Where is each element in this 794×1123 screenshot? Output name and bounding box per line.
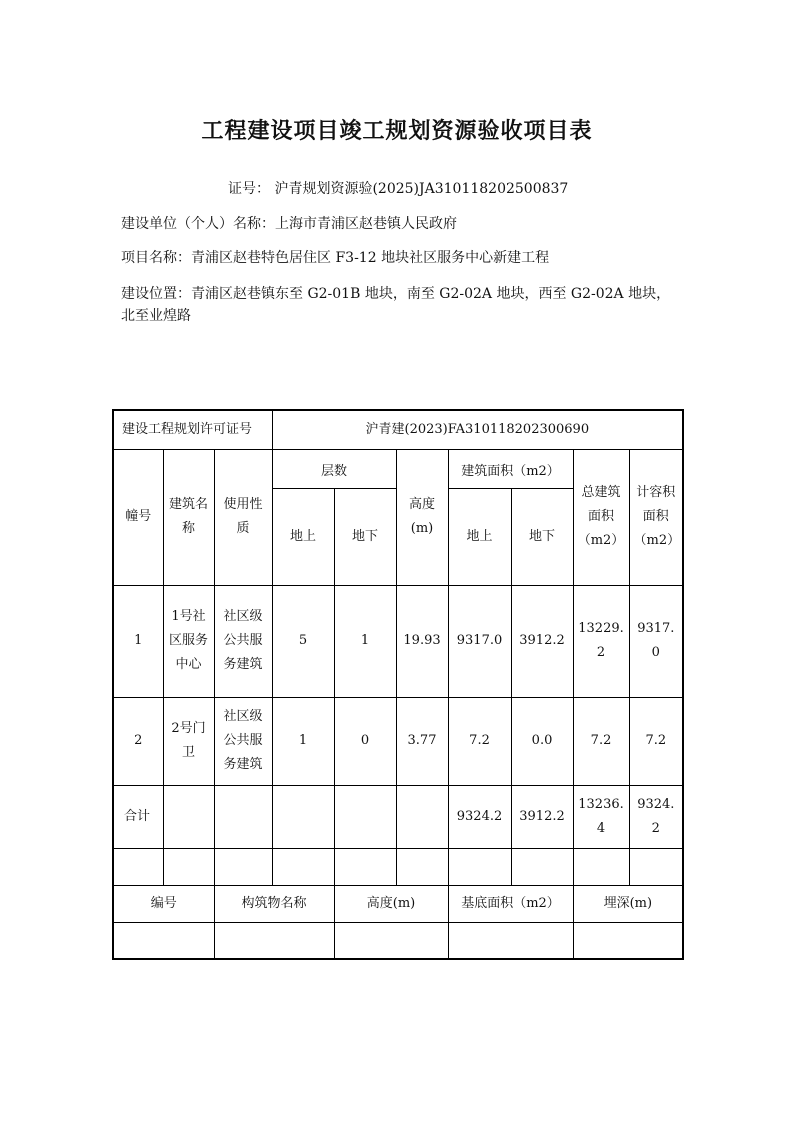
empty-cell [163,848,214,885]
project-name: 项目名称：青浦区赵巷特色居住区 F3-12 地块社区服务中心新建工程 [121,250,550,266]
header-floors-above: 地上 [272,488,334,585]
cell-floors-below: 1 [334,585,396,697]
structure-empty-row [113,922,683,959]
header-far-area: 计容积面积（m2） [629,449,683,585]
cell-area-above: 9317.0 [448,585,511,697]
empty-cell [334,922,448,959]
cell-area-below: 3912.2 [511,585,573,697]
cell-no: 1 [113,585,163,697]
empty-cell [113,848,163,885]
cell-no: 2 [113,697,163,785]
construction-location: 建设位置：青浦区赵巷镇东至 G2-01B 地块，南至 G2-02A 地块，西至 G2-02A 地块，北至业煌路 [121,286,671,324]
total-total-area: 13236.4 [573,785,629,848]
structure-header-row [113,885,683,922]
construction-unit: 建设单位（个人）名称：上海市青浦区赵巷镇人民政府 [121,216,457,232]
cell-area-above: 7.2 [448,697,511,785]
struct-header-height: 高度(m) [334,885,448,922]
header-floors: 层数 [272,449,396,488]
cell-name: 1号社区服务中心 [163,585,214,697]
header-area-below: 地下 [511,488,573,585]
header-floors-below: 地下 [334,488,396,585]
cell-usage: 社区级公共服务建筑 [214,585,272,697]
total-far-area: 9324.2 [629,785,683,848]
struct-header-name: 构筑物名称 [214,885,334,922]
header-row-1 [113,449,683,488]
struct-header-no: 编号 [113,885,214,922]
struct-header-base-area: 基底面积（m2） [448,885,573,922]
cell-height: 3.77 [396,697,448,785]
empty-cell [629,848,683,885]
permit-label: 建设工程规划许可证号 [113,410,272,449]
empty-cell [396,785,448,848]
header-area-above: 地上 [448,488,511,585]
cell-far: 7.2 [629,697,683,785]
empty-row [113,848,683,885]
acceptance-table [112,409,684,960]
empty-cell [214,922,334,959]
header-usage: 使用性质 [214,449,272,585]
empty-cell [511,848,573,885]
header-building-name: 建筑名称 [163,449,214,585]
empty-cell [214,848,272,885]
empty-cell [448,848,511,885]
cell-floors-below: 0 [334,697,396,785]
cell-far: 9317.0 [629,585,683,697]
empty-cell [113,922,214,959]
empty-cell [214,785,272,848]
table-row [113,697,683,785]
empty-cell [448,922,573,959]
permit-value: 沪青建(2023)FA310118202300690 [272,410,683,449]
empty-cell [573,922,683,959]
cell-name: 2号门卫 [163,697,214,785]
cell-usage: 社区级公共服务建筑 [214,697,272,785]
cell-total: 7.2 [573,697,629,785]
header-building-no: 幢号 [113,449,163,585]
cell-floors-above: 5 [272,585,334,697]
empty-cell [163,785,214,848]
header-total-area: 总建筑面积（m2） [573,449,629,585]
total-label: 合计 [113,785,163,848]
permit-row [113,410,683,449]
cell-floors-above: 1 [272,697,334,785]
empty-cell [272,785,334,848]
cell-height: 19.93 [396,585,448,697]
total-area-above: 9324.2 [448,785,511,848]
total-area-below: 3912.2 [511,785,573,848]
empty-cell [334,848,396,885]
header-area: 建筑面积（m2） [448,449,573,488]
page-title: 工程建设项目竣工规划资源验收项目表 [201,119,593,144]
empty-cell [396,848,448,885]
table-row [113,585,683,697]
struct-header-depth: 埋深(m) [573,885,683,922]
header-height: 高度(m) [396,449,448,585]
empty-cell [334,785,396,848]
certificate-number: 证号： 沪青规划资源验(2025)JA310118202500837 [228,181,569,197]
total-row [113,785,683,848]
empty-cell [573,848,629,885]
cell-total: 13229.2 [573,585,629,697]
cell-area-below: 0.0 [511,697,573,785]
empty-cell [272,848,334,885]
